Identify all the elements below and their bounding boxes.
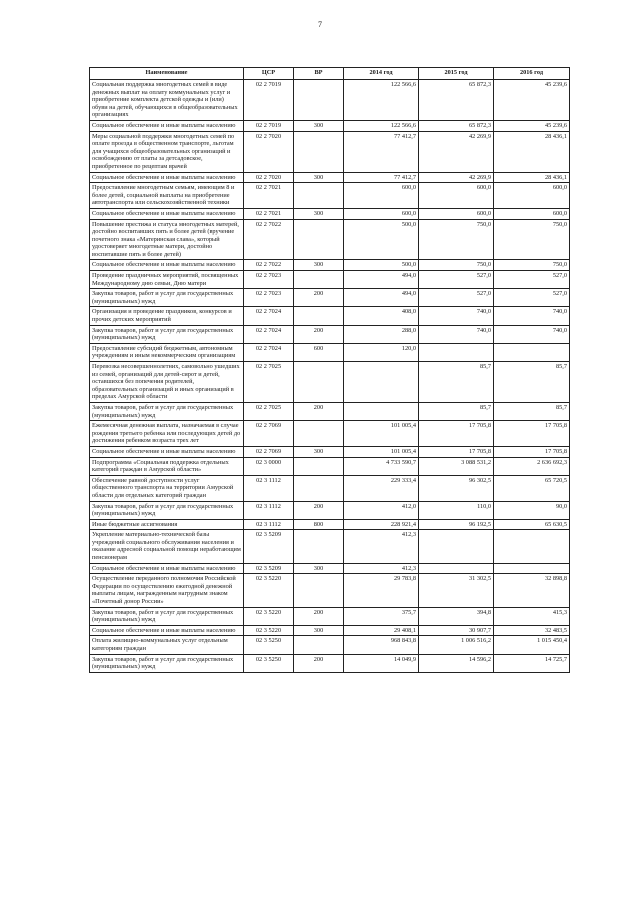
row-2015-cell: 527,0 — [419, 271, 494, 289]
row-name-cell: Социальное обеспечение и иные выплаты населению — [90, 172, 244, 183]
row-2016-cell: 750,0 — [494, 260, 570, 271]
row-2015-cell — [419, 343, 494, 361]
row-csr-cell: 02 2 7019 — [244, 80, 294, 121]
row-vr-cell: 300 — [294, 260, 344, 271]
row-2016-cell: 45 239,6 — [494, 80, 570, 121]
table-row — [90, 457, 570, 475]
row-2016-cell: 32 483,5 — [494, 625, 570, 636]
row-2015-cell: 96 192,5 — [419, 519, 494, 530]
row-name-cell: Закупка товаров, работ и услуг для государственных (муниципальных) нужд — [90, 402, 244, 420]
row-vr-cell — [294, 530, 344, 563]
row-2016-cell: 65 630,5 — [494, 519, 570, 530]
row-2016-cell: 17 705,8 — [494, 446, 570, 457]
row-csr-cell: 02 3 5209 — [244, 563, 294, 574]
row-2014-cell: 375,7 — [344, 607, 419, 625]
row-vr-cell: 600 — [294, 343, 344, 361]
row-vr-cell: 800 — [294, 519, 344, 530]
table-row — [90, 260, 570, 271]
row-vr-cell — [294, 475, 344, 501]
table-row — [90, 271, 570, 289]
row-2014-cell: 600,0 — [344, 183, 419, 209]
row-2016-cell: 85,7 — [494, 362, 570, 403]
row-2015-cell: 740,0 — [419, 307, 494, 325]
row-2016-cell: 600,0 — [494, 183, 570, 209]
row-name-cell: Социальное обеспечение и иные выплаты населению — [90, 563, 244, 574]
table-row — [90, 289, 570, 307]
row-2015-cell: 750,0 — [419, 260, 494, 271]
row-2016-cell — [494, 343, 570, 361]
row-csr-cell: 02 3 1112 — [244, 475, 294, 501]
row-2014-cell: 500,0 — [344, 219, 419, 260]
row-vr-cell: 200 — [294, 402, 344, 420]
row-2014-cell: 228 921,4 — [344, 519, 419, 530]
row-name-cell: Осуществление переданного полномочия Российской Федерации по осуществлению ежегодной денежной выплаты лицам, награжденным нагрудным знаком «Почетный донор России» — [90, 574, 244, 607]
row-2016-cell — [494, 563, 570, 574]
row-2015-cell: 31 302,5 — [419, 574, 494, 607]
row-csr-cell: 02 2 7022 — [244, 219, 294, 260]
column-header-csr: ЦСР — [244, 68, 294, 80]
row-name-cell: Социальное обеспечение и иные выплаты населению — [90, 208, 244, 219]
row-2015-cell: 3 088 531,2 — [419, 457, 494, 475]
table-row — [90, 607, 570, 625]
row-vr-cell — [294, 636, 344, 654]
table-row — [90, 219, 570, 260]
row-vr-cell — [294, 271, 344, 289]
row-csr-cell: 02 2 7021 — [244, 183, 294, 209]
row-2015-cell: 394,8 — [419, 607, 494, 625]
row-2015-cell — [419, 530, 494, 563]
row-vr-cell: 200 — [294, 325, 344, 343]
table-row — [90, 131, 570, 172]
row-csr-cell: 02 2 7069 — [244, 421, 294, 447]
row-2016-cell: 17 705,8 — [494, 421, 570, 447]
row-name-cell: Обеспечение равной доступности услуг общественного транспорта на территории Амурской области для отдельных категорий граждан — [90, 475, 244, 501]
row-2015-cell: 42 269,9 — [419, 131, 494, 172]
table-row — [90, 183, 570, 209]
row-name-cell: Закупка товаров, работ и услуг для государственных (муниципальных) нужд — [90, 654, 244, 672]
row-vr-cell: 300 — [294, 172, 344, 183]
row-csr-cell: 02 3 0000 — [244, 457, 294, 475]
row-2014-cell: 408,0 — [344, 307, 419, 325]
row-csr-cell: 02 3 5220 — [244, 607, 294, 625]
row-csr-cell: 02 2 7023 — [244, 289, 294, 307]
row-vr-cell: 300 — [294, 625, 344, 636]
row-2014-cell: 288,0 — [344, 325, 419, 343]
row-name-cell: Предоставление субсидий бюджетным, автономным учреждениям и иным некоммерческим организациям — [90, 343, 244, 361]
row-2016-cell: 85,7 — [494, 402, 570, 420]
table-header-row — [90, 68, 570, 80]
row-2016-cell: 415,3 — [494, 607, 570, 625]
row-2015-cell — [419, 563, 494, 574]
row-2016-cell: 600,0 — [494, 208, 570, 219]
row-2014-cell: 412,3 — [344, 530, 419, 563]
column-header-2014: 2014 год — [344, 68, 419, 80]
row-2016-cell: 2 636 692,3 — [494, 457, 570, 475]
row-2014-cell: 494,0 — [344, 289, 419, 307]
row-2014-cell — [344, 362, 419, 403]
table-row — [90, 446, 570, 457]
row-2014-cell: 412,3 — [344, 563, 419, 574]
row-csr-cell: 02 3 5209 — [244, 530, 294, 563]
row-name-cell: Проведение праздничных мероприятий, посвященных Международному дню семьи, Дню матери — [90, 271, 244, 289]
row-2014-cell: 101 005,4 — [344, 421, 419, 447]
row-name-cell: Перевозка несовершеннолетних, самовольно ушедших из семей, организаций для детей-сирот и детей, оставшихся без попечения родителей, образовательных организаций и иных организаций в пределах Амурской области — [90, 362, 244, 403]
row-name-cell: Закупка товаров, работ и услуг для государственных (муниципальных) нужд — [90, 325, 244, 343]
row-csr-cell: 02 3 5250 — [244, 636, 294, 654]
row-vr-cell: 300 — [294, 120, 344, 131]
row-csr-cell: 02 3 5220 — [244, 625, 294, 636]
row-2014-cell: 229 333,4 — [344, 475, 419, 501]
row-name-cell: Ежемесячная денежная выплата, назначаемая в случае рождения третьего ребенка или последующих детей до достижения ребенком возраста трех лет — [90, 421, 244, 447]
row-vr-cell — [294, 574, 344, 607]
row-2016-cell: 527,0 — [494, 271, 570, 289]
row-2014-cell — [344, 402, 419, 420]
row-2014-cell: 600,0 — [344, 208, 419, 219]
row-name-cell: Организация и проведение праздников, конкурсов и прочих детских мероприятий — [90, 307, 244, 325]
row-2015-cell: 14 596,2 — [419, 654, 494, 672]
table-row — [90, 343, 570, 361]
table-row — [90, 636, 570, 654]
table-row — [90, 574, 570, 607]
table-row — [90, 208, 570, 219]
row-2016-cell: 750,0 — [494, 219, 570, 260]
row-2015-cell: 110,0 — [419, 501, 494, 519]
row-2015-cell: 30 907,7 — [419, 625, 494, 636]
row-vr-cell — [294, 131, 344, 172]
row-2014-cell: 77 412,7 — [344, 172, 419, 183]
row-vr-cell — [294, 307, 344, 325]
row-2014-cell: 122 566,6 — [344, 120, 419, 131]
row-2015-cell: 65 872,3 — [419, 80, 494, 121]
budget-table — [89, 67, 570, 673]
row-name-cell: Укрепление материально-технической базы учреждений социального обслуживания населения и оказание адресной социальной помощи неработающим пенсионерам — [90, 530, 244, 563]
page-number: 7 — [318, 20, 322, 29]
table-row — [90, 421, 570, 447]
row-csr-cell: 02 3 1112 — [244, 519, 294, 530]
row-name-cell: Социальное обеспечение и иные выплаты населению — [90, 625, 244, 636]
row-2014-cell: 29 783,8 — [344, 574, 419, 607]
row-name-cell: Закупка товаров, работ и услуг для государственных (муниципальных) нужд — [90, 607, 244, 625]
table-row — [90, 501, 570, 519]
row-name-cell: Подпрограмма «Социальная поддержка отдельных категорий граждан в Амурской области» — [90, 457, 244, 475]
table-row — [90, 362, 570, 403]
table-row — [90, 325, 570, 343]
column-header-vr: ВР — [294, 68, 344, 80]
row-2014-cell: 29 408,1 — [344, 625, 419, 636]
row-2016-cell: 90,0 — [494, 501, 570, 519]
row-2016-cell: 527,0 — [494, 289, 570, 307]
row-csr-cell: 02 2 7024 — [244, 307, 294, 325]
row-csr-cell: 02 3 5250 — [244, 654, 294, 672]
table-row — [90, 563, 570, 574]
row-csr-cell: 02 2 7019 — [244, 120, 294, 131]
row-csr-cell: 02 3 1112 — [244, 501, 294, 519]
row-csr-cell: 02 2 7025 — [244, 402, 294, 420]
row-csr-cell: 02 2 7021 — [244, 208, 294, 219]
row-2015-cell: 85,7 — [419, 402, 494, 420]
row-name-cell: Повышение престижа и статуса многодетных матерей, достойно воспитавших пять и более детей (вручение почетного знака «Материнская слава», который удостоверяет многодетные матери, достойно воспитавшие пять и более детей) — [90, 219, 244, 260]
row-name-cell: Закупка товаров, работ и услуг для государственных (муниципальных) нужд — [90, 501, 244, 519]
row-2015-cell: 17 705,8 — [419, 446, 494, 457]
table-row — [90, 625, 570, 636]
row-2016-cell: 65 720,5 — [494, 475, 570, 501]
row-2015-cell: 600,0 — [419, 183, 494, 209]
row-vr-cell: 300 — [294, 208, 344, 219]
table-row — [90, 519, 570, 530]
column-header-name: Наименование — [90, 68, 244, 80]
row-2015-cell: 1 006 516,2 — [419, 636, 494, 654]
table-row — [90, 80, 570, 121]
row-name-cell: Предоставление многодетным семьям, имеющим 8 и более детей, социальной выплаты на приобретение автотранспорта или сельскохозяйственной техники — [90, 183, 244, 209]
row-vr-cell — [294, 362, 344, 403]
row-name-cell: Социальное обеспечение и иные выплаты населению — [90, 260, 244, 271]
row-vr-cell — [294, 219, 344, 260]
table-body — [90, 80, 570, 673]
row-2016-cell: 14 725,7 — [494, 654, 570, 672]
row-2016-cell: 28 436,1 — [494, 172, 570, 183]
row-2016-cell — [494, 530, 570, 563]
row-2014-cell: 77 412,7 — [344, 131, 419, 172]
row-2015-cell: 750,0 — [419, 219, 494, 260]
row-csr-cell: 02 2 7020 — [244, 131, 294, 172]
row-name-cell: Иные бюджетные ассигнования — [90, 519, 244, 530]
table-row — [90, 402, 570, 420]
table-row — [90, 654, 570, 672]
row-2015-cell: 527,0 — [419, 289, 494, 307]
row-2016-cell: 32 898,8 — [494, 574, 570, 607]
row-vr-cell: 300 — [294, 446, 344, 457]
row-2015-cell: 740,0 — [419, 325, 494, 343]
row-2016-cell: 740,0 — [494, 325, 570, 343]
row-2016-cell: 1 015 450,4 — [494, 636, 570, 654]
table-row — [90, 120, 570, 131]
row-csr-cell: 02 2 7020 — [244, 172, 294, 183]
row-vr-cell: 200 — [294, 501, 344, 519]
row-vr-cell: 200 — [294, 289, 344, 307]
column-header-2016: 2016 год — [494, 68, 570, 80]
row-csr-cell: 02 2 7024 — [244, 343, 294, 361]
row-2014-cell: 14 049,9 — [344, 654, 419, 672]
row-2015-cell: 17 705,8 — [419, 421, 494, 447]
row-vr-cell — [294, 457, 344, 475]
row-name-cell: Оплата жилищно-коммунальных услуг отдельным категориям граждан — [90, 636, 244, 654]
row-csr-cell: 02 2 7022 — [244, 260, 294, 271]
row-2015-cell: 85,7 — [419, 362, 494, 403]
row-csr-cell: 02 2 7023 — [244, 271, 294, 289]
row-vr-cell — [294, 80, 344, 121]
row-2015-cell: 65 872,3 — [419, 120, 494, 131]
table-row — [90, 475, 570, 501]
row-2015-cell: 42 269,9 — [419, 172, 494, 183]
row-2014-cell: 494,0 — [344, 271, 419, 289]
row-csr-cell: 02 3 5220 — [244, 574, 294, 607]
row-name-cell: Социальное обеспечение и иные выплаты населению — [90, 120, 244, 131]
row-2014-cell: 4 733 590,7 — [344, 457, 419, 475]
row-csr-cell: 02 2 7069 — [244, 446, 294, 457]
row-name-cell: Социальное обеспечение и иные выплаты населению — [90, 446, 244, 457]
row-vr-cell: 200 — [294, 607, 344, 625]
row-2014-cell: 500,0 — [344, 260, 419, 271]
row-2016-cell: 28 436,1 — [494, 131, 570, 172]
row-csr-cell: 02 2 7025 — [244, 362, 294, 403]
row-name-cell: Меры социальной поддержки многодетных семей по оплате проезда в общественном транспорте, льготам для учащихся общеобразовательных организаций и освобождению от платы за детсадовское, приобретенное по рецептам врачей — [90, 131, 244, 172]
row-2015-cell: 600,0 — [419, 208, 494, 219]
table-row — [90, 307, 570, 325]
row-2014-cell: 101 005,4 — [344, 446, 419, 457]
row-2014-cell: 412,0 — [344, 501, 419, 519]
table-row — [90, 530, 570, 563]
row-vr-cell — [294, 421, 344, 447]
row-2016-cell: 740,0 — [494, 307, 570, 325]
row-csr-cell: 02 2 7024 — [244, 325, 294, 343]
row-2014-cell: 968 843,8 — [344, 636, 419, 654]
column-header-2015: 2015 год — [419, 68, 494, 80]
table-row — [90, 172, 570, 183]
row-vr-cell — [294, 183, 344, 209]
row-name-cell: Закупка товаров, работ и услуг для государственных (муниципальных) нужд — [90, 289, 244, 307]
row-name-cell: Социальная поддержка многодетных семей в виде денежных выплат на оплату коммунальных услуг и приобретение комплекта детской одежды и (или) обуви на детей, обучающихся в общеобразовательных организациях — [90, 80, 244, 121]
row-vr-cell: 200 — [294, 654, 344, 672]
row-2016-cell: 45 239,6 — [494, 120, 570, 131]
row-vr-cell: 300 — [294, 563, 344, 574]
row-2014-cell: 120,0 — [344, 343, 419, 361]
row-2014-cell: 122 566,6 — [344, 80, 419, 121]
row-2015-cell: 96 302,5 — [419, 475, 494, 501]
